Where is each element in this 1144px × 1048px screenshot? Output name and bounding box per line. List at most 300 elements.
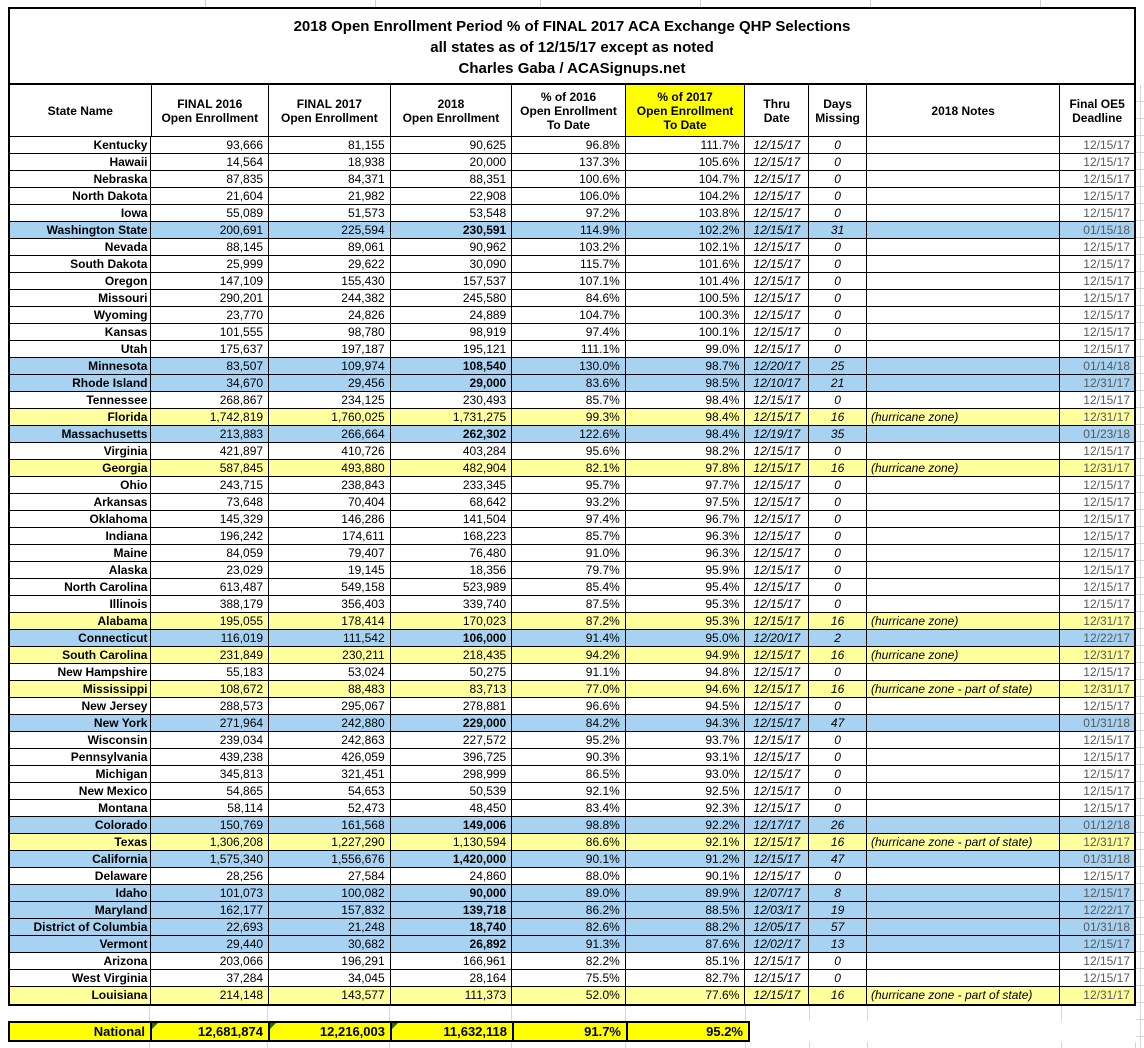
cell-final2017[interactable]: 24,826 xyxy=(269,307,391,324)
cell-oe2018[interactable]: 195,121 xyxy=(391,341,513,358)
cell-pct2016[interactable]: 90.1% xyxy=(512,851,626,868)
cell-oe2018[interactable]: 523,989 xyxy=(391,579,513,596)
cell-thru[interactable]: 12/17/17 xyxy=(745,817,809,834)
cell-pct2016[interactable]: 88.0% xyxy=(512,868,626,885)
cell-pct2016[interactable]: 94.2% xyxy=(512,647,626,664)
cell-missing[interactable]: 0 xyxy=(809,307,867,324)
cell-pct2016[interactable]: 91.0% xyxy=(512,545,626,562)
cell-final2016[interactable]: 54,865 xyxy=(151,783,269,800)
cell-missing[interactable]: 0 xyxy=(809,273,867,290)
cell-pct2017[interactable]: 100.1% xyxy=(626,324,746,341)
cell-notes[interactable] xyxy=(867,426,1060,443)
cell-state[interactable]: South Carolina xyxy=(10,647,151,664)
cell-pct2017[interactable]: 94.3% xyxy=(626,715,746,732)
cell-pct2017[interactable]: 92.1% xyxy=(626,834,746,851)
cell-pct2016[interactable]: 100.6% xyxy=(512,171,626,188)
cell-final2016[interactable]: 108,672 xyxy=(151,681,269,698)
cell-final2017[interactable]: 426,059 xyxy=(269,749,391,766)
cell-thru[interactable]: 12/19/17 xyxy=(745,426,809,443)
cell-pct2016[interactable]: 107.1% xyxy=(512,273,626,290)
cell-missing[interactable]: 31 xyxy=(809,222,867,239)
column-header-oe2018[interactable] xyxy=(391,85,513,137)
cell-final2016[interactable]: 195,055 xyxy=(151,613,269,630)
cell-thru[interactable]: 12/15/17 xyxy=(745,290,809,307)
cell-pct2016[interactable]: 103.2% xyxy=(512,239,626,256)
cell-pct2016[interactable]: 86.6% xyxy=(512,834,626,851)
cell-thru[interactable]: 12/15/17 xyxy=(745,562,809,579)
cell-pct2017[interactable]: 98.4% xyxy=(626,426,746,443)
cell-missing[interactable]: 0 xyxy=(809,868,867,885)
cell-pct2016[interactable]: 106.0% xyxy=(512,188,626,205)
cell-state[interactable]: Illinois xyxy=(10,596,151,613)
cell-pct2016[interactable]: 95.2% xyxy=(512,732,626,749)
cell-final2016[interactable]: 116,019 xyxy=(151,630,269,647)
cell-oe2018[interactable]: 403,284 xyxy=(391,443,513,460)
cell-pct2017[interactable]: 100.5% xyxy=(626,290,746,307)
cell-final2017[interactable]: 100,082 xyxy=(269,885,391,902)
cell-thru[interactable]: 12/15/17 xyxy=(745,868,809,885)
cell-pct2016[interactable]: 85.4% xyxy=(512,579,626,596)
cell-state[interactable]: Nevada xyxy=(10,239,151,256)
cell-notes[interactable] xyxy=(867,171,1060,188)
cell-notes[interactable] xyxy=(867,766,1060,783)
cell-notes[interactable] xyxy=(867,205,1060,222)
cell-missing[interactable]: 0 xyxy=(809,290,867,307)
cell-deadline[interactable]: 12/15/17 xyxy=(1060,953,1134,970)
cell-final2016[interactable]: 55,089 xyxy=(151,205,269,222)
cell-oe2018[interactable]: 18,356 xyxy=(391,562,513,579)
cell-pct2017[interactable]: 77.6% xyxy=(626,987,746,1004)
cell-final2016[interactable]: 439,238 xyxy=(151,749,269,766)
cell-pct2017[interactable]: 94.5% xyxy=(626,698,746,715)
cell-thru[interactable]: 12/15/17 xyxy=(745,341,809,358)
cell-state[interactable]: Arizona xyxy=(10,953,151,970)
cell-notes[interactable]: (hurricane zone) xyxy=(867,409,1060,426)
column-header-missing[interactable] xyxy=(809,85,867,137)
cell-missing[interactable]: 16 xyxy=(809,681,867,698)
cell-final2017[interactable]: 1,760,025 xyxy=(269,409,391,426)
cell-notes[interactable] xyxy=(867,664,1060,681)
cell-pct2016[interactable]: 91.3% xyxy=(512,936,626,953)
cell-final2016[interactable]: 88,145 xyxy=(151,239,269,256)
cell-state[interactable]: Idaho xyxy=(10,885,151,902)
cell-state[interactable]: Wisconsin xyxy=(10,732,151,749)
cell-missing[interactable]: 8 xyxy=(809,885,867,902)
cell-state[interactable]: Michigan xyxy=(10,766,151,783)
cell-deadline[interactable]: 12/15/17 xyxy=(1060,732,1134,749)
cell-oe2018[interactable]: 157,537 xyxy=(391,273,513,290)
cell-oe2018[interactable]: 53,548 xyxy=(391,205,513,222)
column-header-pct2017[interactable] xyxy=(626,85,746,137)
cell-final2017[interactable]: 146,286 xyxy=(269,511,391,528)
cell-missing[interactable]: 0 xyxy=(809,698,867,715)
cell-final2017[interactable]: 157,832 xyxy=(269,902,391,919)
cell-final2017[interactable]: 266,664 xyxy=(269,426,391,443)
cell-final2016[interactable]: 25,999 xyxy=(151,256,269,273)
cell-pct2017[interactable]: 98.4% xyxy=(626,392,746,409)
cell-final2017[interactable]: 197,187 xyxy=(269,341,391,358)
cell-missing[interactable]: 0 xyxy=(809,188,867,205)
cell-thru[interactable]: 12/15/17 xyxy=(745,613,809,630)
cell-state[interactable]: West Virginia xyxy=(10,970,151,987)
cell-oe2018[interactable]: 1,420,000 xyxy=(391,851,513,868)
cell-deadline[interactable]: 12/15/17 xyxy=(1060,511,1134,528)
cell-final2016[interactable]: 239,034 xyxy=(151,732,269,749)
cell-pct2016[interactable]: 75.5% xyxy=(512,970,626,987)
column-header-deadline[interactable] xyxy=(1060,85,1134,137)
cell-missing[interactable]: 2 xyxy=(809,630,867,647)
cell-final2017[interactable]: 196,291 xyxy=(269,953,391,970)
cell-thru[interactable]: 12/15/17 xyxy=(745,324,809,341)
cell-pct2016[interactable]: 99.3% xyxy=(512,409,626,426)
cell-deadline[interactable]: 12/15/17 xyxy=(1060,256,1134,273)
cell-pct2017[interactable]: 95.9% xyxy=(626,562,746,579)
cell-oe2018[interactable]: 24,889 xyxy=(391,307,513,324)
cell-final2016[interactable]: 1,742,819 xyxy=(151,409,269,426)
cell-final2017[interactable]: 295,067 xyxy=(269,698,391,715)
cell-state[interactable]: New Hampshire xyxy=(10,664,151,681)
cell-oe2018[interactable]: 90,962 xyxy=(391,239,513,256)
cell-deadline[interactable]: 12/31/17 xyxy=(1060,460,1134,477)
cell-oe2018[interactable]: 230,591 xyxy=(391,222,513,239)
cell-final2017[interactable]: 174,611 xyxy=(269,528,391,545)
cell-final2017[interactable]: 89,061 xyxy=(269,239,391,256)
cell-notes[interactable] xyxy=(867,358,1060,375)
cell-pct2016[interactable]: 98.8% xyxy=(512,817,626,834)
cell-thru[interactable]: 12/15/17 xyxy=(745,851,809,868)
cell-missing[interactable]: 0 xyxy=(809,324,867,341)
cell-final2017[interactable]: 29,622 xyxy=(269,256,391,273)
cell-final2017[interactable]: 155,430 xyxy=(269,273,391,290)
cell-notes[interactable] xyxy=(867,528,1060,545)
cell-final2017[interactable]: 549,158 xyxy=(269,579,391,596)
cell-thru[interactable]: 12/15/17 xyxy=(745,783,809,800)
cell-pct2017[interactable]: 97.7% xyxy=(626,477,746,494)
cell-state[interactable]: New Mexico xyxy=(10,783,151,800)
cell-deadline[interactable]: 12/15/17 xyxy=(1060,749,1134,766)
cell-state[interactable]: North Dakota xyxy=(10,188,151,205)
cell-final2017[interactable]: 493,880 xyxy=(269,460,391,477)
cell-final2016[interactable]: 73,648 xyxy=(151,494,269,511)
cell-notes[interactable] xyxy=(867,902,1060,919)
cell-pct2017[interactable]: 111.7% xyxy=(626,137,746,154)
cell-state[interactable]: New Jersey xyxy=(10,698,151,715)
cell-pct2017[interactable]: 98.2% xyxy=(626,443,746,460)
cell-pct2017[interactable]: 85.1% xyxy=(626,953,746,970)
cell-missing[interactable]: 0 xyxy=(809,154,867,171)
cell-state[interactable]: South Dakota xyxy=(10,256,151,273)
cell-state[interactable]: Rhode Island xyxy=(10,375,151,392)
cell-missing[interactable]: 16 xyxy=(809,613,867,630)
cell-deadline[interactable]: 12/15/17 xyxy=(1060,205,1134,222)
cell-pct2016[interactable]: 97.4% xyxy=(512,511,626,528)
cell-pct2017[interactable]: 98.4% xyxy=(626,409,746,426)
cell-deadline[interactable]: 12/15/17 xyxy=(1060,307,1134,324)
cell-notes[interactable] xyxy=(867,256,1060,273)
cell-notes[interactable]: (hurricane zone - part of state) xyxy=(867,681,1060,698)
cell-final2017[interactable]: 244,382 xyxy=(269,290,391,307)
cell-pct2016[interactable]: 87.2% xyxy=(512,613,626,630)
cell-final2017[interactable]: 234,125 xyxy=(269,392,391,409)
cell-final2016[interactable]: 203,066 xyxy=(151,953,269,970)
cell-missing[interactable]: 0 xyxy=(809,800,867,817)
cell-deadline[interactable]: 12/15/17 xyxy=(1060,341,1134,358)
cell-notes[interactable] xyxy=(867,868,1060,885)
cell-final2016[interactable]: 162,177 xyxy=(151,902,269,919)
cell-final2016[interactable]: 214,148 xyxy=(151,987,269,1004)
column-header-final2016[interactable] xyxy=(152,85,270,137)
cell-final2016[interactable]: 231,849 xyxy=(151,647,269,664)
cell-pct2017[interactable]: 95.3% xyxy=(626,596,746,613)
cell-final2017[interactable]: 225,594 xyxy=(269,222,391,239)
cell-pct2016[interactable]: 96.8% xyxy=(512,137,626,154)
cell-thru[interactable]: 12/15/17 xyxy=(745,970,809,987)
cell-missing[interactable]: 0 xyxy=(809,205,867,222)
cell-deadline[interactable]: 12/31/17 xyxy=(1060,681,1134,698)
cell-final2016[interactable]: 150,769 xyxy=(151,817,269,834)
cell-missing[interactable]: 0 xyxy=(809,239,867,256)
cell-thru[interactable]: 12/15/17 xyxy=(745,273,809,290)
cell-thru[interactable]: 12/15/17 xyxy=(745,307,809,324)
cell-thru[interactable]: 12/15/17 xyxy=(745,171,809,188)
cell-final2016[interactable]: 22,693 xyxy=(151,919,269,936)
cell-pct2017[interactable]: 87.6% xyxy=(626,936,746,953)
cell-thru[interactable]: 12/15/17 xyxy=(745,188,809,205)
cell-thru[interactable]: 12/07/17 xyxy=(745,885,809,902)
cell-state[interactable]: Florida xyxy=(10,409,151,426)
column-header-thru[interactable] xyxy=(745,85,809,137)
cell-thru[interactable]: 12/15/17 xyxy=(745,953,809,970)
cell-thru[interactable]: 12/15/17 xyxy=(745,834,809,851)
cell-state[interactable]: Missouri xyxy=(10,290,151,307)
cell-oe2018[interactable]: 278,881 xyxy=(391,698,513,715)
cell-deadline[interactable]: 12/15/17 xyxy=(1060,800,1134,817)
cell-state[interactable]: Ohio xyxy=(10,477,151,494)
cell-thru[interactable]: 12/15/17 xyxy=(745,749,809,766)
cell-thru[interactable]: 12/15/17 xyxy=(745,256,809,273)
cell-deadline[interactable]: 12/15/17 xyxy=(1060,562,1134,579)
cell-thru[interactable]: 12/15/17 xyxy=(745,205,809,222)
cell-final2016[interactable]: 175,637 xyxy=(151,341,269,358)
cell-state[interactable]: Delaware xyxy=(10,868,151,885)
cell-pct2017[interactable]: 93.1% xyxy=(626,749,746,766)
cell-pct2016[interactable]: 92.1% xyxy=(512,783,626,800)
cell-deadline[interactable]: 12/22/17 xyxy=(1060,902,1134,919)
cell-thru[interactable]: 12/15/17 xyxy=(745,137,809,154)
cell-notes[interactable]: (hurricane zone) xyxy=(867,613,1060,630)
cell-thru[interactable]: 12/15/17 xyxy=(745,443,809,460)
cell-final2016[interactable]: 421,897 xyxy=(151,443,269,460)
cell-pct2017[interactable]: 92.5% xyxy=(626,783,746,800)
cell-oe2018[interactable]: 108,540 xyxy=(391,358,513,375)
cell-missing[interactable]: 0 xyxy=(809,596,867,613)
cell-deadline[interactable]: 01/12/18 xyxy=(1060,817,1134,834)
cell-final2017[interactable]: 161,568 xyxy=(269,817,391,834)
cell-oe2018[interactable]: 168,223 xyxy=(391,528,513,545)
cell-final2017[interactable]: 1,227,290 xyxy=(269,834,391,851)
cell-oe2018[interactable]: 141,504 xyxy=(391,511,513,528)
cell-pct2016[interactable]: 84.2% xyxy=(512,715,626,732)
cell-oe2018[interactable]: 28,164 xyxy=(391,970,513,987)
cell-oe2018[interactable]: 227,572 xyxy=(391,732,513,749)
cell-missing[interactable]: 16 xyxy=(809,409,867,426)
cell-missing[interactable]: 26 xyxy=(809,817,867,834)
cell-state[interactable]: Minnesota xyxy=(10,358,151,375)
cell-pct2017[interactable]: 97.8% xyxy=(626,460,746,477)
cell-pct2016[interactable]: 122.6% xyxy=(512,426,626,443)
national-cell-pct2016[interactable]: 91.7% xyxy=(514,1023,628,1040)
cell-pct2017[interactable]: 97.5% xyxy=(626,494,746,511)
cell-final2017[interactable]: 109,974 xyxy=(269,358,391,375)
cell-oe2018[interactable]: 339,740 xyxy=(391,596,513,613)
cell-pct2017[interactable]: 98.7% xyxy=(626,358,746,375)
cell-state[interactable]: Colorado xyxy=(10,817,151,834)
cell-final2017[interactable]: 19,145 xyxy=(269,562,391,579)
cell-missing[interactable]: 21 xyxy=(809,375,867,392)
cell-thru[interactable]: 12/15/17 xyxy=(745,409,809,426)
cell-final2017[interactable]: 356,403 xyxy=(269,596,391,613)
cell-notes[interactable] xyxy=(867,715,1060,732)
cell-thru[interactable]: 12/10/17 xyxy=(745,375,809,392)
cell-thru[interactable]: 12/02/17 xyxy=(745,936,809,953)
cell-thru[interactable]: 12/15/17 xyxy=(745,494,809,511)
cell-oe2018[interactable]: 233,345 xyxy=(391,477,513,494)
cell-missing[interactable]: 16 xyxy=(809,987,867,1004)
cell-pct2016[interactable]: 84.6% xyxy=(512,290,626,307)
national-cell-oe2018[interactable]: 11,632,118 xyxy=(392,1023,514,1040)
cell-deadline[interactable]: 12/31/17 xyxy=(1060,375,1134,392)
cell-final2017[interactable]: 70,404 xyxy=(269,494,391,511)
cell-missing[interactable]: 0 xyxy=(809,171,867,188)
cell-pct2017[interactable]: 88.5% xyxy=(626,902,746,919)
cell-final2017[interactable]: 111,542 xyxy=(269,630,391,647)
cell-final2017[interactable]: 88,483 xyxy=(269,681,391,698)
cell-pct2016[interactable]: 86.2% xyxy=(512,902,626,919)
cell-state[interactable]: Vermont xyxy=(10,936,151,953)
cell-pct2017[interactable]: 96.3% xyxy=(626,528,746,545)
cell-notes[interactable] xyxy=(867,885,1060,902)
cell-pct2016[interactable]: 93.2% xyxy=(512,494,626,511)
cell-final2016[interactable]: 290,201 xyxy=(151,290,269,307)
cell-missing[interactable]: 19 xyxy=(809,902,867,919)
cell-final2016[interactable]: 84,059 xyxy=(151,545,269,562)
cell-missing[interactable]: 0 xyxy=(809,392,867,409)
cell-missing[interactable]: 47 xyxy=(809,715,867,732)
cell-missing[interactable]: 0 xyxy=(809,477,867,494)
cell-notes[interactable] xyxy=(867,511,1060,528)
cell-notes[interactable] xyxy=(867,341,1060,358)
cell-missing[interactable]: 0 xyxy=(809,545,867,562)
cell-missing[interactable]: 16 xyxy=(809,460,867,477)
cell-deadline[interactable]: 12/31/17 xyxy=(1060,647,1134,664)
cell-pct2016[interactable]: 82.6% xyxy=(512,919,626,936)
cell-state[interactable]: Wyoming xyxy=(10,307,151,324)
cell-final2016[interactable]: 83,507 xyxy=(151,358,269,375)
column-header-state[interactable] xyxy=(10,85,152,137)
cell-oe2018[interactable]: 166,961 xyxy=(391,953,513,970)
cell-pct2017[interactable]: 104.2% xyxy=(626,188,746,205)
cell-thru[interactable]: 12/15/17 xyxy=(745,154,809,171)
cell-pct2016[interactable]: 137.3% xyxy=(512,154,626,171)
cell-state[interactable]: Washington State xyxy=(10,222,151,239)
cell-notes[interactable] xyxy=(867,494,1060,511)
cell-missing[interactable]: 0 xyxy=(809,528,867,545)
cell-final2017[interactable]: 230,211 xyxy=(269,647,391,664)
cell-thru[interactable]: 12/15/17 xyxy=(745,477,809,494)
cell-pct2017[interactable]: 88.2% xyxy=(626,919,746,936)
cell-thru[interactable]: 12/15/17 xyxy=(745,681,809,698)
cell-oe2018[interactable]: 68,642 xyxy=(391,494,513,511)
cell-oe2018[interactable]: 139,718 xyxy=(391,902,513,919)
cell-oe2018[interactable]: 83,713 xyxy=(391,681,513,698)
cell-pct2017[interactable]: 82.7% xyxy=(626,970,746,987)
cell-final2016[interactable]: 243,715 xyxy=(151,477,269,494)
cell-pct2017[interactable]: 102.1% xyxy=(626,239,746,256)
cell-deadline[interactable]: 12/15/17 xyxy=(1060,171,1134,188)
cell-pct2017[interactable]: 103.8% xyxy=(626,205,746,222)
cell-pct2016[interactable]: 82.2% xyxy=(512,953,626,970)
cell-oe2018[interactable]: 1,731,275 xyxy=(391,409,513,426)
cell-notes[interactable] xyxy=(867,324,1060,341)
cell-notes[interactable]: (hurricane zone) xyxy=(867,647,1060,664)
cell-missing[interactable]: 16 xyxy=(809,647,867,664)
cell-pct2017[interactable]: 92.2% xyxy=(626,817,746,834)
cell-final2017[interactable]: 54,653 xyxy=(269,783,391,800)
cell-deadline[interactable]: 12/15/17 xyxy=(1060,664,1134,681)
cell-notes[interactable] xyxy=(867,970,1060,987)
cell-deadline[interactable]: 12/15/17 xyxy=(1060,477,1134,494)
cell-deadline[interactable]: 12/15/17 xyxy=(1060,188,1134,205)
cell-missing[interactable]: 25 xyxy=(809,358,867,375)
cell-deadline[interactable]: 12/15/17 xyxy=(1060,936,1134,953)
cell-pct2016[interactable]: 85.7% xyxy=(512,392,626,409)
cell-state[interactable]: Oregon xyxy=(10,273,151,290)
cell-pct2016[interactable]: 97.2% xyxy=(512,205,626,222)
cell-state[interactable]: Oklahoma xyxy=(10,511,151,528)
cell-notes[interactable] xyxy=(867,783,1060,800)
cell-oe2018[interactable]: 229,000 xyxy=(391,715,513,732)
cell-pct2016[interactable]: 91.1% xyxy=(512,664,626,681)
cell-final2017[interactable]: 143,577 xyxy=(269,987,391,1004)
cell-thru[interactable]: 12/15/17 xyxy=(745,732,809,749)
cell-final2016[interactable]: 55,183 xyxy=(151,664,269,681)
cell-thru[interactable]: 12/15/17 xyxy=(745,545,809,562)
cell-oe2018[interactable]: 482,904 xyxy=(391,460,513,477)
cell-notes[interactable] xyxy=(867,851,1060,868)
cell-pct2017[interactable]: 95.4% xyxy=(626,579,746,596)
cell-pct2017[interactable]: 98.5% xyxy=(626,375,746,392)
cell-final2016[interactable]: 87,835 xyxy=(151,171,269,188)
cell-notes[interactable]: (hurricane zone - part of state) xyxy=(867,834,1060,851)
cell-deadline[interactable]: 12/15/17 xyxy=(1060,596,1134,613)
cell-state[interactable]: Connecticut xyxy=(10,630,151,647)
cell-thru[interactable]: 12/05/17 xyxy=(745,919,809,936)
cell-final2016[interactable]: 587,845 xyxy=(151,460,269,477)
cell-notes[interactable] xyxy=(867,817,1060,834)
cell-pct2017[interactable]: 90.1% xyxy=(626,868,746,885)
cell-pct2016[interactable]: 87.5% xyxy=(512,596,626,613)
cell-state[interactable]: Indiana xyxy=(10,528,151,545)
cell-deadline[interactable]: 12/15/17 xyxy=(1060,137,1134,154)
cell-oe2018[interactable]: 98,919 xyxy=(391,324,513,341)
cell-missing[interactable]: 0 xyxy=(809,749,867,766)
cell-notes[interactable] xyxy=(867,800,1060,817)
cell-notes[interactable] xyxy=(867,273,1060,290)
cell-notes[interactable] xyxy=(867,443,1060,460)
cell-notes[interactable] xyxy=(867,698,1060,715)
cell-state[interactable]: Utah xyxy=(10,341,151,358)
cell-final2016[interactable]: 147,109 xyxy=(151,273,269,290)
